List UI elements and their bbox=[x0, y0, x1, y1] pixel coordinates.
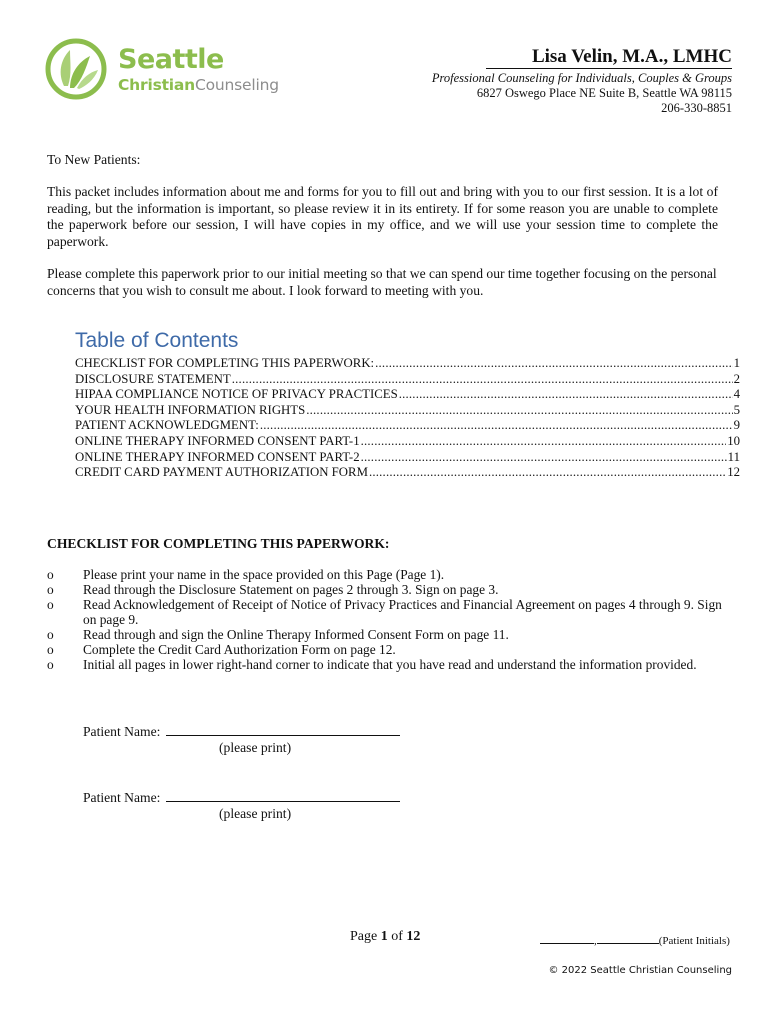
please-print-hint: (please print) bbox=[219, 740, 292, 755]
toc-entry-title: YOUR HEALTH INFORMATION RIGHTS bbox=[75, 402, 306, 417]
page-prefix: Page bbox=[350, 929, 378, 944]
checklist-item-text: Read through the Disclosure Statement on pages 2 through 3. Sign on page 3. bbox=[83, 582, 499, 597]
logo-word-christian: Christian bbox=[118, 76, 196, 94]
practice-address: 6827 Oswego Place NE Suite B, Seattle WA 98115 bbox=[476, 86, 732, 100]
toc-leader bbox=[361, 434, 727, 450]
toc-entry-page: 1 bbox=[733, 356, 740, 370]
checklist-item-text: Initial all pages in lower right-hand corner to indicate that you have read and understand the information provided. bbox=[83, 657, 697, 672]
page-current: 1 bbox=[380, 929, 388, 944]
toc-entry[interactable] bbox=[75, 356, 740, 372]
page-of: of bbox=[391, 929, 403, 944]
checklist-item bbox=[47, 627, 727, 642]
toc-leader bbox=[399, 387, 733, 403]
patient-name-field-2 bbox=[83, 789, 400, 806]
toc-entry-page: 11 bbox=[727, 449, 740, 464]
toc-entry[interactable] bbox=[75, 434, 740, 450]
toc-entry[interactable] bbox=[75, 387, 740, 403]
toc-entry-page: 4 bbox=[733, 387, 740, 402]
toc-entry[interactable] bbox=[75, 450, 740, 466]
toc-entry[interactable] bbox=[75, 418, 740, 434]
initials-separator: , bbox=[594, 935, 597, 947]
checklist-item-text: Read Acknowledgement of Receipt of Notice of Privacy Practices and Financial Agreement on pages 4 through 9. Sign on page 9. bbox=[83, 597, 722, 627]
toc-entry-title: PATIENT ACKNOWLEDGMENT: bbox=[75, 418, 259, 433]
page-number bbox=[350, 929, 420, 945]
toc-entry[interactable] bbox=[75, 372, 740, 388]
bullet-marker: o bbox=[47, 567, 54, 582]
toc-entry-page: 5 bbox=[733, 402, 740, 417]
toc-leader bbox=[306, 403, 732, 419]
toc-entry-title: ONLINE THERAPY INFORMED CONSENT PART-2 bbox=[75, 449, 360, 464]
checklist-item bbox=[47, 657, 727, 672]
counselor-name: Lisa Velin, M.A., LMHC bbox=[486, 46, 732, 69]
checklist-heading: CHECKLIST FOR COMPLETING THIS PAPERWORK: bbox=[47, 536, 390, 551]
copyright: © 2022 Seattle Christian Counseling bbox=[548, 965, 732, 976]
checklist-item-text: Read through and sign the Online Therapy Informed Consent Form on page 11. bbox=[83, 627, 509, 642]
toc-entry-page: 12 bbox=[727, 465, 740, 480]
bullet-marker: o bbox=[47, 627, 54, 642]
patient-name-input-line[interactable] bbox=[166, 723, 400, 736]
logo-word-christian-counseling bbox=[118, 78, 279, 94]
greeting: To New Patients: bbox=[47, 152, 141, 167]
checklist-item bbox=[47, 642, 727, 657]
patient-name-input-line[interactable] bbox=[166, 789, 400, 802]
logo-word-seattle: Seattle bbox=[118, 44, 224, 75]
checklist-item bbox=[47, 567, 727, 582]
toc-entry-page: 10 bbox=[727, 433, 740, 448]
practice-phone: 206-330-8851 bbox=[661, 101, 732, 115]
seattle-christian-counseling-logo bbox=[44, 34, 294, 104]
toc-leader bbox=[260, 418, 733, 434]
toc-entry[interactable] bbox=[75, 465, 740, 481]
bullet-marker: o bbox=[47, 582, 54, 597]
table-of-contents bbox=[75, 356, 740, 481]
checklist-item bbox=[47, 597, 727, 627]
toc-leader bbox=[369, 465, 726, 481]
toc-entry-title: ONLINE THERAPY INFORMED CONSENT PART-1 bbox=[75, 433, 360, 448]
toc-entry-title: CREDIT CARD PAYMENT AUTHORIZATION FORM bbox=[75, 465, 368, 480]
initials-label: (Patient Initials) bbox=[658, 935, 730, 947]
toc-leader bbox=[361, 450, 727, 466]
checklist-item-text: Please print your name in the space provided on this Page (Page 1). bbox=[83, 567, 445, 582]
checklist bbox=[47, 567, 727, 672]
patient-name-label: Patient Name: bbox=[83, 790, 161, 805]
toc-title: Table of Contents bbox=[75, 329, 239, 352]
checklist-item bbox=[47, 582, 727, 597]
page-total: 12 bbox=[406, 929, 421, 944]
practice-tagline: Professional Counseling for Individuals, Couples & Groups bbox=[431, 71, 732, 85]
initials-line-2[interactable] bbox=[597, 934, 659, 944]
patient-name-field-1 bbox=[83, 723, 400, 740]
toc-entry-title: CHECKLIST FOR COMPLETING THIS PAPERWORK: bbox=[75, 356, 375, 370]
bullet-marker: o bbox=[47, 657, 54, 672]
letterhead bbox=[332, 46, 732, 116]
patient-name-label: Patient Name: bbox=[83, 724, 161, 739]
initials-line-1[interactable] bbox=[540, 934, 594, 944]
leaf-circle-logo-icon bbox=[44, 36, 108, 102]
logo-word-counseling: Counseling bbox=[195, 76, 279, 94]
toc-entry[interactable] bbox=[75, 403, 740, 419]
instructions-paragraph: Please complete this paperwork prior to our initial meeting so that we can spend our time together focusing on the personal concerns that you wish to consult me about. I look forward to meeting with you. bbox=[47, 266, 717, 298]
checklist-item-text: Complete the Credit Card Authorization Form on page 12. bbox=[83, 642, 396, 657]
bullet-marker: o bbox=[47, 642, 54, 657]
toc-leader bbox=[375, 356, 732, 372]
patient-initials-field bbox=[540, 934, 730, 948]
toc-entry-title: DISCLOSURE STATEMENT bbox=[75, 371, 231, 386]
toc-entry-page: 9 bbox=[733, 418, 740, 433]
bullet-marker: o bbox=[47, 597, 54, 612]
please-print-hint: (please print) bbox=[219, 806, 292, 821]
toc-entry-title: HIPAA COMPLIANCE NOTICE OF PRIVACY PRACTICES bbox=[75, 387, 398, 402]
intro-paragraph: This packet includes information about me and forms for you to fill out and bring with you to our first session. It is a lot of reading, but the information is important, so please review it in its entirety. If for some reason you are unable to complete the paperwork before our session, I will have copies in my office, and we will use your session time to complete the paperwork. bbox=[47, 184, 718, 249]
toc-leader bbox=[232, 372, 733, 388]
toc-entry-page: 2 bbox=[733, 371, 740, 386]
